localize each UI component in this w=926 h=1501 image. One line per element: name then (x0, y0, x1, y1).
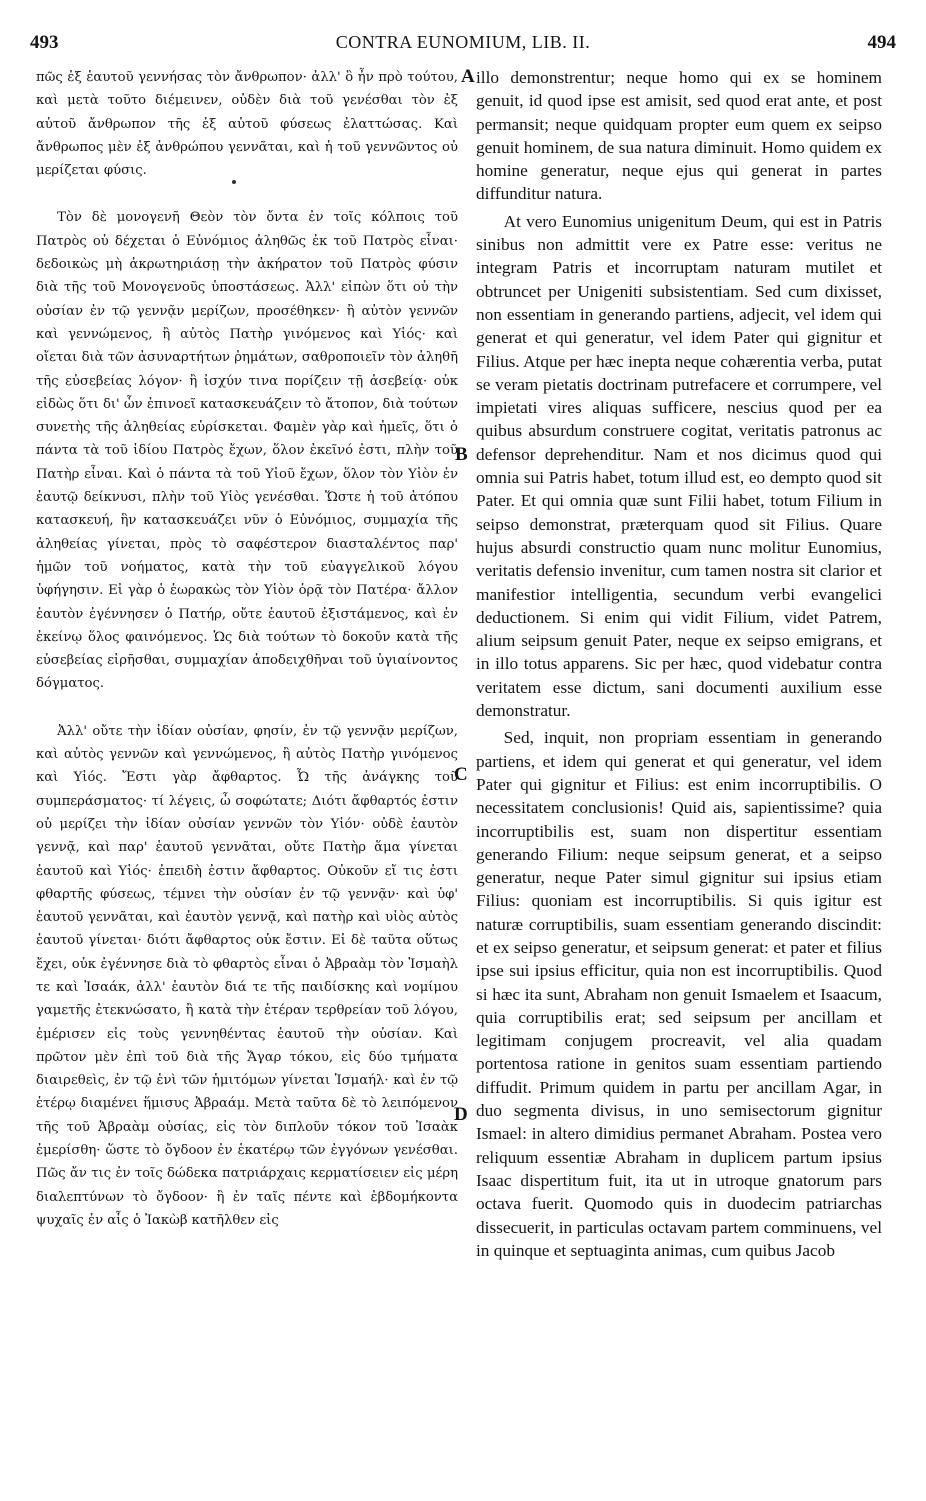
margin-marker-b: B (455, 444, 468, 465)
latin-paragraph: illo demonstrentur; neque homo qui ex se hominem genuit, id quod ipse est amisit, sed quod erat ante, et post permansit; neque quidquam propter eum quem ex seipso genuit hominem, de sua natura diminuit. Homo quidem ex homine generatur, neque ejus qui generat in partes diffunditur natura. (476, 68, 882, 204)
margin-marker-c: C (454, 764, 468, 785)
margin-marker-a: A (461, 66, 475, 87)
separator-dot (232, 180, 236, 184)
page-number-left: 493 (30, 32, 59, 53)
latin-column (476, 66, 882, 1262)
page-header (30, 32, 896, 58)
greek-paragraph: Ἀλλ' οὔτε τὴν ἰδίαν οὐσίαν, φησίν, ἐν τῷ γεννᾷν μερίζων, καὶ αὐτὸς γεννῶν καὶ γεννώμενος, ἢ αὐτὸς Πατὴρ γινόμενος καὶ Υἱός. Ἔστι γὰρ ἄφθαρτος. Ὦ τῆς ἀνάγκης τοῦ συμπεράσματος· τί λέγεις, ὦ σοφώτατε; Διότι ἄφθαρτός ἐστιν οὐ μερίζει τὴν ἰδίαν οὐσίαν γεννῶν τὸν Υἱόν· οὐδὲ ἑαυτὸν γεννᾷ, καὶ παρ' ἑαυτοῦ γεννᾶται, οὔτε Πατὴρ ἅμα γίνεται ἑαυτοῦ καὶ Υἱός· ἐπειδὴ ἐστιν ἄφθαρτος. Οὐκοῦν εἴ τις ἐστι φθαρτῆς φύσεως, τέμνει τὴν οὐσίαν ἐν τῷ γεννᾷν· καὶ ὑφ' ἑαυτοῦ γεννᾶται, καὶ ἑαυτὸν γεννᾷ, καὶ πατὴρ καὶ υἱὸς αὐτὸς ἑαυτοῦ γίνεται· διότι ἄφθαρτος οὐκ ἔστιν. Εἰ δὲ ταῦτα οὕτως ἔχει, οὐκ ἐγέννησε διὰ τὸ φθαρτὸς εἶναι ὁ Ἀβραὰμ τὸν Ἰσμαὴλ τε καὶ Ἰσαάκ, ἀλλ' ἑαυτὸν διά τε τῆς παιδίσκης καὶ νομίμου γαμετῆς ἐτεκνώσατο, ἢ κατὰ τὴν ἑτέραν τερθρείαν τοῦ λόγου, ἐμέρισεν εἰς τοὺς γεννηθέντας ἑαυτοῦ τὴν οὐσίαν. Καὶ πρῶτον μὲν ἐπὶ τοῦ διὰ τῆς Ἄγαρ τόκου, εἰς δύο τμήματα διαιρεθεὶς, ἐν τῷ ἑνὶ τῶν ἡμιτόμων γίνεται Ἰσμαήλ· καὶ ἐν τῷ ἑτέρῳ διαμένει ἥμισυς Ἀβραάμ. Μετὰ ταῦτα δὲ τὸ λειπόμενον τῆς τοῦ Ἀβραὰμ οὐσίας, εἰς τὸν διπλοῦν τόκον τοῦ Ἰσαὰκ ἐμερίσθη· ὥστε τὸ ὄγδοον ἐν ἑκατέρῳ τῶν ἐγγόνων γενέσθαι. Πῶς ἄν τις ἐν τοῖς δώδεκα πατριάρχαις κερματίσειεν εἰς μέρη διαλεπτύνων τὸ ὄγδοον· ἢ ἐν ταῖς πέντε καὶ ἑβδομήκοντα ψυχαῖς ἐν αἷς ὁ Ἰακὼβ κατῆλθεν εἰς (36, 723, 458, 1228)
margin-marker-d: D (454, 1104, 468, 1125)
page-number-right: 494 (867, 32, 896, 53)
greek-paragraph: Τὸν δὲ μονογενῆ Θεὸν τὸν ὄντα ἐν τοῖς κόλποις τοῦ Πατρὸς οὐ δέχεται ὁ Εὐνόμιος ἀληθῶς ἐκ τοῦ Πατρὸς εἶναι· δεδοικὼς μὴ ἀκρωτηριάσῃ τὴν ἀκήρατον τοῦ Πατρὸς φύσιν διὰ τῆς τοῦ Μονογενοῦς ὑποστάσεως. Ἀλλ' εἰπὼν ὅτι οὐ τὴν οὐσίαν ἐν τῷ γεννᾷν μερίζων, προσέθηκεν· ἢ αὐτὸν γεννῶν καὶ γεννώμενος, ἢ αὐτὸς Πατὴρ γινόμενος καὶ Υἱός· καὶ οἴεται διὰ τῶν ἀσυναρτήτων ῥημάτων, σαθροποιεῖν τὸν ἀληθῆ τῆς εὐσεβείας λόγον· ἢ ἰσχύν τινα πορίζειν τῇ ἀσεβείᾳ· οὐκ εἰδὼς ὅτι δι' ὧν ἐπινοεῖ κατασκευάζειν τὸ ἄτοπον, διὰ τούτων συνετὴς τῆς ἀληθείας εὑρίσκεται. Φαμὲν γὰρ καὶ ἡμεῖς, ὅτι ὁ πάντα τὰ τοῦ ἰδίου Πατρὸς ἔχων, ὅλον ἐκεῖνό ἐστι, πλὴν τοῦ Πατὴρ εἶναι. Καὶ ὁ πάντα τὰ τοῦ Υἱοῦ ἔχων, ὅλον τὸν Υἱὸν ἐν ἑαυτῷ δείκνυσι, πλὴν τοῦ Υἱὸς γενέσθαι. Ὥστε ἡ τοῦ ἀτόπου κατασκευή, ἣν κατασκευάζει νῦν ὁ Εὐνόμιος, συμμαχία τῆς ἀληθείας γίνεται, πρὸς τὸ σαφέστερον διασταλέντος παρ' ἡμῶν τοῦ νοήματος, κατὰ τὴν τοῦ εὐαγγελικοῦ λόγου ὑφήγησιν. Εἰ γὰρ ὁ ἑωρακὼς τὸν Υἱὸν ὁρᾷ τὸν Πατέρα· ἄλλον ἑαυτὸν ἐγέννησεν ὁ Πατήρ, οὔτε ἑαυτοῦ ἐξιστάμενος, καὶ ἐν ἐκείνῳ ὅλος φαινόμενος. Ὡς διὰ τούτων τὸ δοκοῦν κατὰ τῆς εὐσεβείας εἰρῆσθαι, συμμαχίαν ἀποδειχθῆναι τοῦ ὑγιαίνοντος δόγματος. (36, 210, 458, 692)
latin-paragraph: At vero Eunomius unigenitum Deum, qui est in Patris sinibus non admittit vere ex Patre esse: veritus ne integram Patris et incorruptam naturam mutilet et obtruncet per Unigeniti subsistentiam. Sed cum dixisset, non essentiam in generando partiens, adjecit, vel idem qui generat et qui generatur, vel idem Pater qui gignitur et Filius. Atque per hæc inepta neque cohærentia verba, putat se veram pietatis doctrinam putrefacere et corrumpere, vel impietati vires aliquas sufficere, nescius quod per ea quibus absurdum construere cogitat, veritatis patronus ac defensor deprehenditur. Nam et nos dicimus quod qui omnia sui Patris habet, totum illud est, eo dempto quod sit Pater. Et qui omnia quæ sunt Filii habet, totum Filium in seipso demonstrat, præterquam quod sit Filius. Quare hujus absurdi constructio quam nunc molitur Eunomius, veritatis defensio invenitur, cum tamen nostra sit clarior et manifestior intelligentia, secundum verbi evangelici deductionem. Si enim qui vidit Filium, videt Patrem, alium seipsum genuit Pater, neque ex seipso emigrans, et in illo totus apparens. Sic per hæc, quod videbatur contra veritatem esse dictum, sani documenti auxilium esse demonstratur. (476, 211, 882, 721)
greek-column (36, 66, 458, 1232)
greek-paragraph: πῶς ἐξ ἑαυτοῦ γεννήσας τὸν ἄνθρωπον· ἀλλ' ὃ ἦν πρὸ τούτου, καὶ μετὰ τοῦτο διέμεινεν, οὐδὲν διὰ τοῦ γενέσθαι τὸν ἐξ αὐτοῦ ἄνθρωπον τῆς ἐξ αὐτοῦ φύσεως ἐλαττώσας. Καὶ ἄνθρωπος μὲν ἐξ ἀνθρώπου γεννᾶται, καὶ ἡ τοῦ γεννῶντος οὐ μερίζεται φύσις. (36, 70, 458, 179)
latin-paragraph: Sed, inquit, non propriam essentiam in generando partiens, et idem qui generat et qui generatur, vel idem Pater qui gignitur et Filius: est enim incorruptibilis. O necessitatem conclusionis! Quid ais, sapientissime? quia incorruptibilis est, suam non dispertitur essentiam generando Filium: neque seipsum generat, et a seipso generatur, neque Pater simul gignitur sui ipsius etiam Filius: quoniam est incorruptibilis. Si quis igitur est naturæ corruptibilis, suam essentiam generando discindit: et ex seipso generatur, et seipsum generat: et pater et filius ipse sui ipsius efficitur, quia non est incorruptibilis. Quod si hæc ita sunt, Abraham non genuit Ismaelem et Isaacum, quia corruptibilis erat; sed seipsum per ancillam et legitimam conjugem procreavit, vel alia quadam portentosa ratione in genitos suam essentiam partiendo diffudit. Primum quidem in partu per ancillam Agar, in duo segmenta divisus, in uno semisectorum gignitur Ismael: in altero dimidius permanet Abraham. Postea vero reliquum essentiæ Abraham in duplicem partum ipsius Isaac dispertitum fuit, ita ut in utroque gnatorum pars octava fuerit. Quomodo quis in duodecim patriarchas dissecuerit, in particulas octavam partem comminuens, vel in quinque et septuaginta animas, cum quibus Jacob (476, 728, 882, 1260)
running-title: CONTRA EUNOMIUM, LIB. II. (335, 32, 591, 52)
